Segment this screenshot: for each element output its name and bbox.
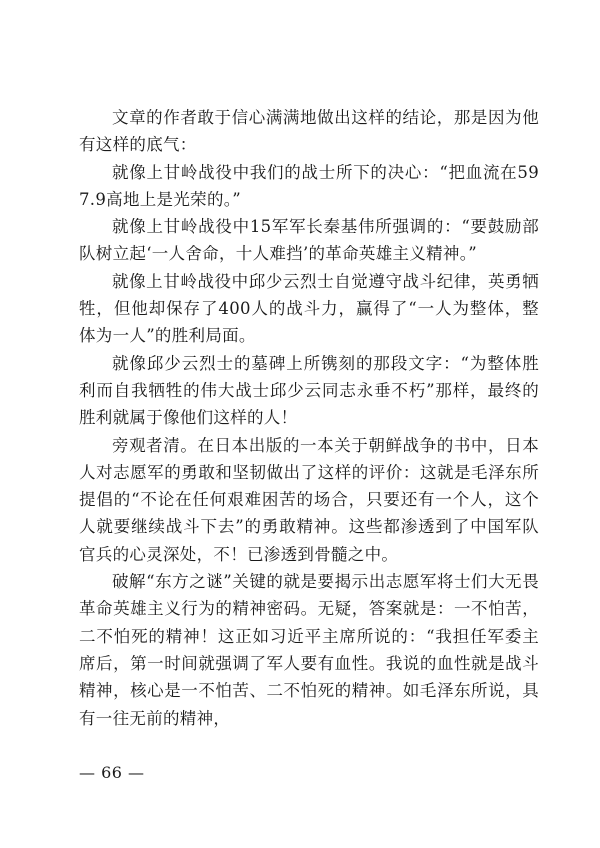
page-number: — 66 — — [79, 763, 145, 782]
page-body — [79, 104, 539, 732]
paragraph-1: 文章的作者敢于信心满满地做出这样的结论，那是因为他有这样的底气： — [79, 108, 539, 155]
paragraph-7: 破解“东方之谜”关键的就是要揭示出志愿军将士们大无畏革命英雄主义行为的精神密码。无疑，答案就是：一不怕苦，二不怕死的精神！这正如习近平主席所说的：“我担任军委主席后，第一时间就强调了军人要有血性。我说的血性就是战斗精神，核心是一不怕苦、二不怕死的精神。如毛泽东所说，具有一往无前的精神， — [79, 572, 539, 728]
paragraph-4: 就像上甘岭战役中邱少云烈士自觉遵守战斗纪律，英勇牺牲，但他却保存了400人的战斗力，赢得了“一人为整体，整体为一人”的胜利局面。 — [79, 271, 539, 346]
paragraph-3: 就像上甘岭战役中15军军长秦基伟所强调的：“要鼓励部队树立起‘一人舍命，十人难挡’的革命英雄主义精神。” — [79, 217, 539, 264]
paragraph-6: 旁观者清。在日本出版的一本关于朝鲜战争的书中，日本人对志愿军的勇敢和坚韧做出了这样的评价：这就是毛泽东所提倡的“不论在任何艰难困苦的场合，只要还有一个人，这个人就要继续战斗下去”的勇敢精神。这些都渗透到了中国军队官兵的心灵深处，不！已渗透到骨髓之中。 — [79, 435, 539, 564]
paragraph-2: 就像上甘岭战役中我们的战士所下的决心：“把血流在597.9高地上是光荣的。” — [79, 162, 539, 209]
paragraph-5: 就像邱少云烈士的墓碑上所镌刻的那段文字：“为整体胜利而自我牺牲的伟大战士邱少云同志永垂不朽”那样，最终的胜利就属于像他们这样的人！ — [79, 353, 539, 428]
